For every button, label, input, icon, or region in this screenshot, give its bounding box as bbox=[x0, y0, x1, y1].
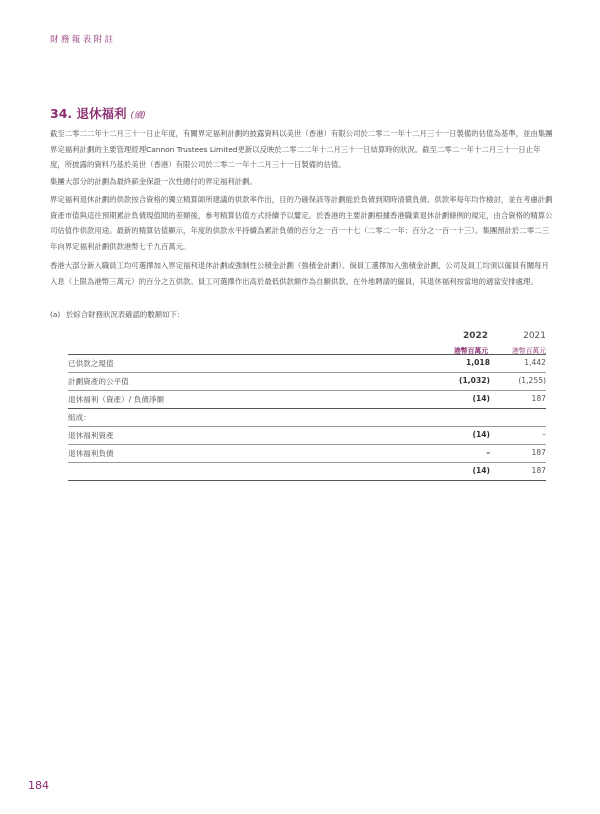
table-row bbox=[68, 390, 546, 409]
row-label: 退休福利負債 bbox=[68, 449, 114, 458]
paragraph-valuation: 截至二零二二年十二月三十一日止年度，有關界定福利計劃的披露資料以美世（香港）有限公司於二零二一年十二月三十一日製備的估值為基準，並由集團界定福利計劃的主要管理經理Cannon Trustees Limited更新以反映於二零二二年十二月三十一日結算時的狀況。截至二零二一年十二月三十一日止年度，所披露的資料乃基於美世（香港）有限公司於二零二一年十二月三十一日製備的估值。 bbox=[50, 129, 553, 169]
row-label: 組成： bbox=[68, 413, 91, 422]
paragraph-contributions: 界定福利退休計劃的供款按合資格的獨立精算師所建議的供款率作出，目的乃確保該等計劃能於負債到期時清償負債。供款率每年均作檢討，並在考慮計劃資產市值與這往預期累計負債現值間的差額後，參考精算估值方式持續予以釐定。於香港的主要計劃根據香港職業退休計劃條例的規定，由合資格的精算公司估值作供款用途。最新的精算估值顯示，年度的供款水平持續為累計負債的百分之一百一十七（二零二一年：百分之一百一十三）。集團預計於二零二三年向界定福利計劃供款港幣七千九百萬元。 bbox=[50, 195, 553, 251]
paragraph-plan-type: 集團大部分的計劃為最終薪金保證一次性總付的界定福利計劃。 bbox=[50, 177, 257, 186]
benefit-table bbox=[68, 354, 546, 481]
section-title-text: 34. 退休福利 bbox=[50, 106, 127, 121]
continued-label: (續) bbox=[130, 111, 146, 121]
value-2021: 187 bbox=[531, 466, 546, 475]
subsection-heading bbox=[50, 309, 184, 320]
column-unit-2022: 港幣百萬元 bbox=[454, 347, 488, 355]
table-row bbox=[68, 372, 546, 390]
section-title bbox=[50, 104, 146, 122]
value-2021: 1,442 bbox=[524, 358, 546, 367]
subsection-text: 於綜合財務狀況表確認的數額如下： bbox=[66, 310, 185, 319]
value-2022: (14) bbox=[472, 430, 490, 439]
value-2022: (14) bbox=[472, 466, 490, 475]
table-row bbox=[68, 444, 546, 462]
column-unit-2021: 港幣百萬元 bbox=[512, 347, 546, 355]
page-header: 財務報表附註 bbox=[50, 35, 116, 45]
value-2022: – bbox=[486, 448, 490, 457]
page-number: 184 bbox=[28, 779, 49, 792]
value-2022: (1,032) bbox=[459, 376, 490, 385]
column-header-2021: 2021 bbox=[523, 331, 546, 341]
row-label: 已供款之現值 bbox=[68, 359, 114, 368]
column-header-2022: 2022 bbox=[462, 331, 488, 341]
table-row bbox=[68, 409, 546, 426]
value-2021: (1,255) bbox=[518, 376, 546, 385]
row-label: 退休福利資產 bbox=[68, 431, 114, 440]
row-label: 計劃資產的公平值 bbox=[68, 377, 129, 386]
value-2022: 1,018 bbox=[465, 358, 490, 367]
table-row bbox=[68, 354, 546, 372]
row-label: 退休福利（資產）/ 負債淨額 bbox=[68, 395, 165, 404]
value-2022: (14) bbox=[472, 394, 490, 403]
paragraph-mpf: 香港大部分新入職員工均可選擇加入界定福利退休計劃或強制性公積金計劃（強積金計劃）。倘員工選擇加入強積金計劃，公司及員工均須以僱員有關每月入息（上限為港幣三萬元）的百分之五供款。員工可選擇作出高於最低供款額作為自願供款。在外地聘請的僱員，其退休福利按當地的適當安排處理。 bbox=[50, 261, 549, 286]
table-total-row bbox=[68, 462, 546, 481]
value-2021: 187 bbox=[531, 448, 546, 457]
subsection-label: (a) bbox=[50, 310, 61, 319]
value-2021: – bbox=[542, 430, 546, 439]
value-2021: 187 bbox=[531, 394, 546, 403]
table-row bbox=[68, 426, 546, 444]
